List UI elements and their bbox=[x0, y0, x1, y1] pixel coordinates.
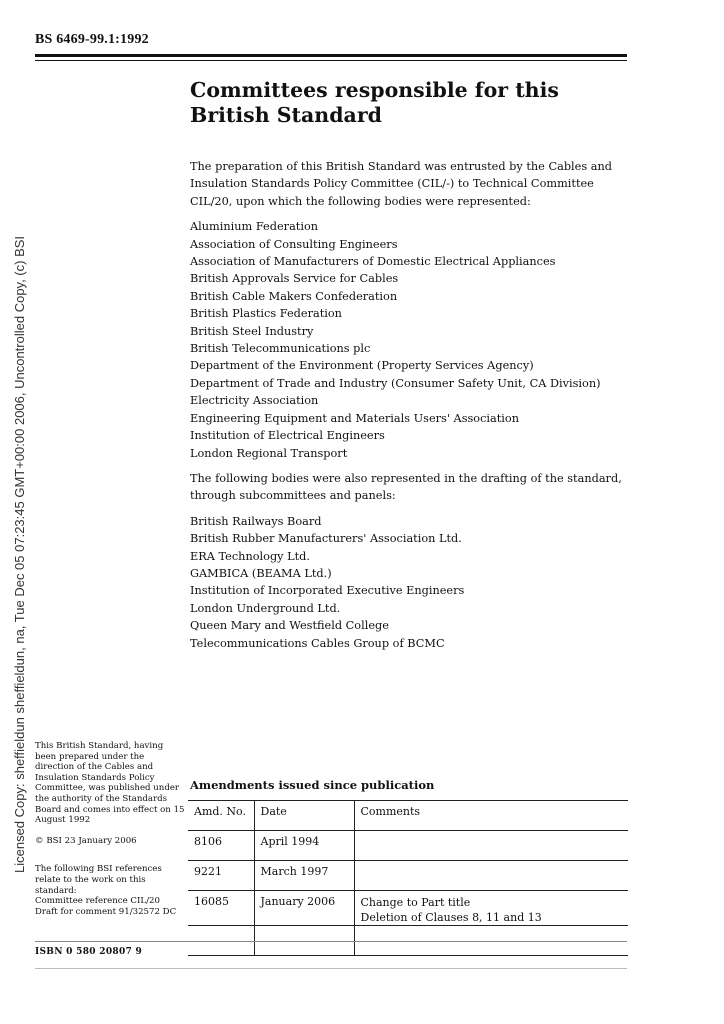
also-represented-paragraph: The following bodies were also represented in the drafting of the standard, through subcommittees and panels: bbox=[190, 471, 622, 503]
list-item: British Rubber Manufacturers' Association Ltd. bbox=[190, 532, 462, 546]
list-item: Institution of Electrical Engineers bbox=[190, 429, 385, 443]
intro-paragraph: The preparation of this British Standard was entrusted by the Cables and Insulation Standards Policy Committee (CIL/-) to Technical Committee CIL/20, upon which the following bodies were represented: bbox=[190, 160, 612, 208]
table-header-row bbox=[188, 801, 628, 831]
publication-sidenote bbox=[35, 741, 185, 927]
list-item: London Regional Transport bbox=[190, 446, 348, 460]
list-item: British Approvals Service for Cables bbox=[190, 272, 399, 286]
isbn-number: ISBN 0 580 20807 9 bbox=[35, 947, 143, 957]
list-item: Association of Manufacturers of Domestic Electrical Appliances bbox=[190, 255, 556, 269]
publication-note: This British Standard, having been prepared under the direction of the Cables and Insulation Standards Policy Committee, was published under the authority of the Standards Board and comes into effect on 15 August 1992 bbox=[35, 741, 185, 826]
table-row bbox=[188, 891, 628, 926]
isbn-divider bbox=[35, 941, 627, 942]
list-item: London Underground Ltd. bbox=[190, 601, 341, 615]
list-item: Telecommunications Cables Group of BCMC bbox=[190, 636, 445, 650]
header-rule-thick bbox=[35, 54, 627, 57]
list-item: British Railways Board bbox=[190, 514, 322, 528]
amendment-number: 9221 bbox=[188, 861, 254, 891]
title-line-1: Committees responsible for this bbox=[190, 78, 559, 102]
list-item: Electricity Association bbox=[190, 394, 319, 408]
amendment-date: March 1997 bbox=[254, 861, 354, 891]
draft-reference: Draft for comment 91/32572 DC bbox=[35, 906, 177, 917]
list-item: ERA Technology Ltd. bbox=[190, 549, 311, 563]
list-item: Engineering Equipment and Materials Users' Association bbox=[190, 411, 519, 425]
list-item: Aluminium Federation bbox=[190, 220, 319, 234]
bsi-references bbox=[35, 864, 185, 917]
amendment-date: January 2006 bbox=[254, 891, 354, 926]
list-item: Department of the Environment (Property Services Agency) bbox=[190, 359, 534, 373]
column-header: Amd. No. bbox=[188, 801, 254, 831]
committee-reference: Committee reference CIL/20 bbox=[35, 896, 160, 907]
amendment-number: 8106 bbox=[188, 831, 254, 861]
subcommittee-bodies-list bbox=[190, 513, 630, 652]
standard-code: BS 6469-99.1:1992 bbox=[35, 32, 149, 47]
copyright-note: © BSI 23 January 2006 bbox=[35, 835, 137, 846]
license-watermark: Licensed Copy: sheffieldun sheffieldun, na, Tue Dec 05 07:23:45 GMT+00:00 2006, Uncontrolled Copy, (c) BSI bbox=[12, 235, 27, 873]
list-item: Department of Trade and Industry (Consumer Safety Unit, CA Division) bbox=[190, 376, 601, 390]
list-item: Queen Mary and Westfield College bbox=[190, 619, 389, 633]
list-item: British Telecommunications plc bbox=[190, 342, 371, 356]
column-header: Comments bbox=[354, 801, 628, 831]
footer-divider bbox=[35, 968, 627, 969]
list-item: British Cable Makers Confederation bbox=[190, 289, 398, 303]
references-intro: The following BSI references relate to the work on this standard: bbox=[35, 864, 162, 896]
table-row bbox=[188, 831, 628, 861]
list-item: Institution of Incorporated Executive Engineers bbox=[190, 584, 465, 598]
amendment-comments bbox=[354, 831, 628, 861]
committee-section bbox=[190, 158, 630, 652]
title-line-2: British Standard bbox=[190, 103, 382, 127]
column-header: Date bbox=[254, 801, 354, 831]
amendment-number: 16085 bbox=[188, 891, 254, 926]
list-item: Association of Consulting Engineers bbox=[190, 237, 398, 251]
amendment-comments bbox=[354, 861, 628, 891]
amendment-date: April 1994 bbox=[254, 831, 354, 861]
page-title bbox=[190, 78, 620, 128]
amendment-comments: Change to Part title Deletion of Clauses 8, 11 and 13 bbox=[354, 891, 628, 926]
amendments-title: Amendments issued since publication bbox=[190, 778, 435, 792]
list-item: GAMBICA (BEAMA Ltd.) bbox=[190, 566, 332, 580]
represented-bodies-list bbox=[190, 218, 630, 462]
table-row bbox=[188, 861, 628, 891]
list-item: British Plastics Federation bbox=[190, 307, 342, 321]
list-item: British Steel Industry bbox=[190, 324, 314, 338]
amendments-table bbox=[188, 800, 628, 956]
header-rule-thin bbox=[35, 60, 627, 61]
